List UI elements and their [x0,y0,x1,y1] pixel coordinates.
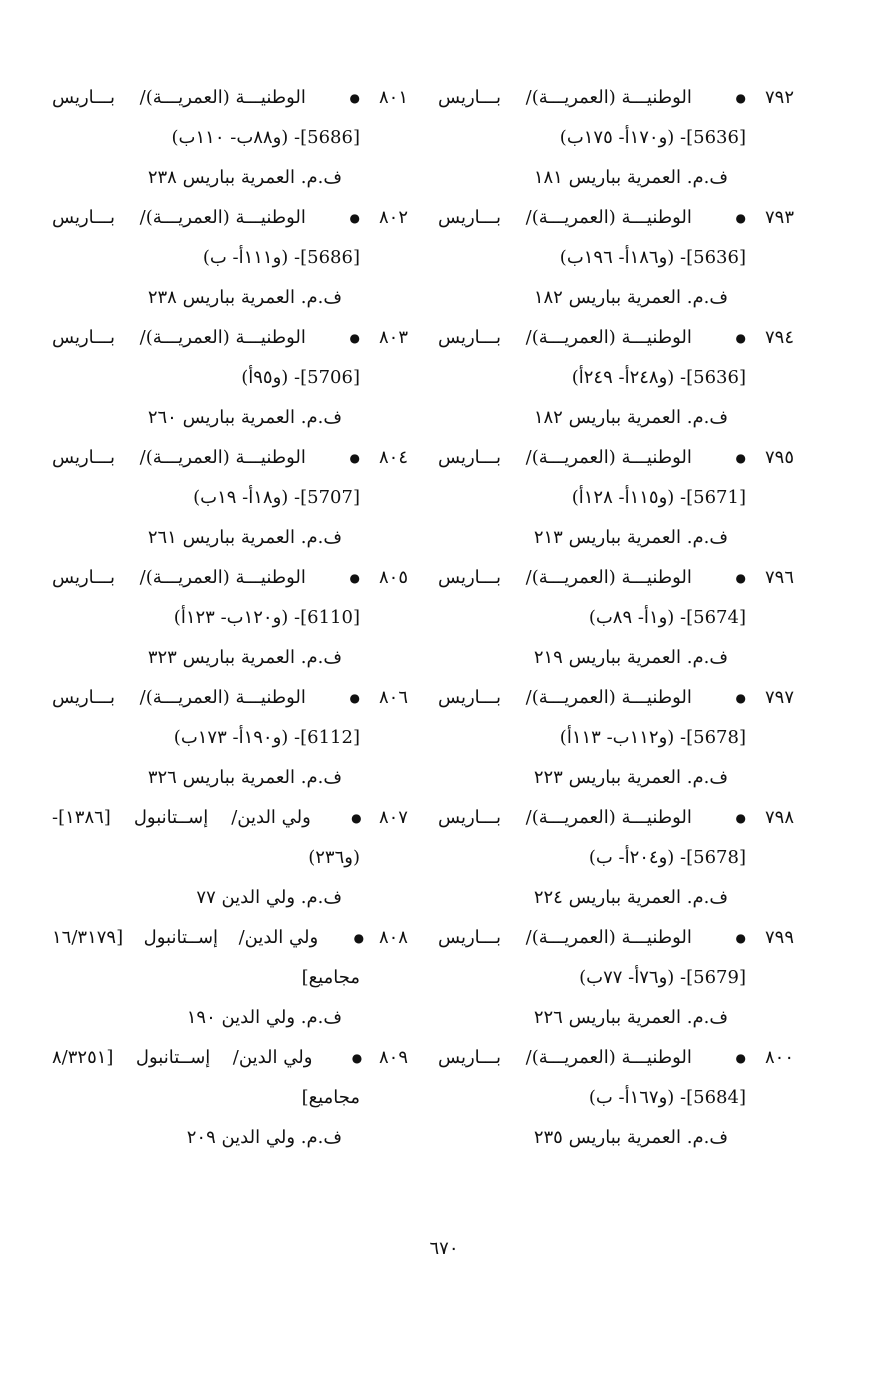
entry-catalog-reference: ف.م. العمرية بباريس ٢٢٤ [533,887,728,908]
entry-catalog-reference: ف.م. العمرية بباريس ٢٦٠ [147,407,342,428]
entry-location: الوطنيـــة (العمريـــة)/ بـــاريس [438,807,692,828]
entry-location: الوطنيـــة (العمريـــة)/ بـــاريس [438,447,692,468]
entry-shelfmark: [5684]- (و١٦٧أ- ب) [588,1087,746,1108]
bullet-icon: ● [716,571,765,585]
catalog-entry [52,438,408,558]
catalog-entry [52,318,408,438]
entry-location: الوطنيـــة (العمريـــة)/ بـــاريس [52,447,306,468]
bullet-icon: ● [716,931,765,945]
entry-shelfmark: [5706]- (و٩٥أ) [241,367,360,388]
entry-number: ٨٠١ [378,87,408,108]
entry-catalog-reference: ف.م. العمرية بباريس ٣٢٦ [147,767,342,788]
entry-catalog-reference: ف.م. العمرية بباريس ٢١٣ [533,527,728,548]
catalog-entry [438,798,794,918]
bullet-icon: ● [716,1051,765,1065]
catalog-entry [438,918,794,1038]
entry-heading [438,78,794,118]
entry-number: ٨٠٨ [378,927,408,948]
entry-catalog-reference: ف.م. العمرية بباريس ٢٦١ [147,527,342,548]
bullet-icon: ● [330,451,379,465]
entry-location: الوطنيـــة (العمريـــة)/ بـــاريس [52,207,306,228]
catalog-entry [438,78,794,198]
entry-location: الوطنيـــة (العمريـــة)/ بـــاريس [52,87,306,108]
catalog-entry [52,798,408,918]
entry-number: ٧٩٤ [764,327,794,348]
catalog-entry [438,678,794,798]
entry-number: ٨٠٩ [378,1047,408,1068]
bullet-icon: ● [716,811,765,825]
entry-location: ولي الدين/ إســتانبول [١٦/٣١٧٩ [52,927,319,948]
entry-number: ٧٩٧ [764,687,794,708]
entry-location: الوطنيـــة (العمريـــة)/ بـــاريس [52,327,306,348]
entry-location: الوطنيـــة (العمريـــة)/ بـــاريس [438,567,692,588]
entry-heading [438,318,794,358]
bullet-icon: ● [330,331,379,345]
entry-shelfmark: [5707]- (و١٨أ- ١٩ب) [193,487,360,508]
entry-location: الوطنيـــة (العمريـــة)/ بـــاريس [438,327,692,348]
entry-location: الوطنيـــة (العمريـــة)/ بـــاريس [52,567,306,588]
bullet-icon: ● [716,691,765,705]
entry-heading [438,678,794,718]
entry-heading [52,438,408,478]
entry-catalog-reference: ف.م. العمرية بباريس ٢٣٨ [147,287,342,308]
entry-shelfmark: [5678]- (و٢٠٤أ- ب) [588,847,746,868]
entry-catalog-reference: ف.م. العمرية بباريس ٢٣٨ [147,167,342,188]
entry-number: ٨٠٢ [378,207,408,228]
entry-heading [438,198,794,238]
entry-heading [438,438,794,478]
entry-catalog-reference: ف.م. ولي الدين ١٩٠ [186,1007,342,1028]
entry-shelfmark: [5671]- (و١١٥أ- ١٢٨أ) [571,487,746,508]
bullet-icon: ● [716,91,765,105]
entry-shelfmark: [5679]- (و٧٦أ- ٧٧ب) [579,967,746,988]
entry-shelfmark: [5678]- (و١١٢ب- ١١٣أ) [559,727,746,748]
entry-shelfmark: [5636]- (و٢٤٨أ- ٢٤٩أ) [571,367,746,388]
entry-heading [52,678,408,718]
entry-location: الوطنيـــة (العمريـــة)/ بـــاريس [438,1047,692,1068]
entry-location: الوطنيـــة (العمريـــة)/ بـــاريس [52,687,306,708]
bullet-icon: ● [334,1051,379,1065]
entry-number: ٧٩٢ [764,87,794,108]
entry-number: ٨٠٠ [764,1047,794,1068]
entry-shelfmark: (و٢٣٦) [308,847,360,868]
entry-shelfmark: [5686]- (و٨٨ب- ١١٠ب) [171,127,360,148]
bullet-icon: ● [330,571,379,585]
entry-heading [438,798,794,838]
entry-shelfmark: [6112]- (و١٩٠أ- ١٧٣ب) [173,727,360,748]
bullet-icon: ● [330,211,379,225]
bullet-icon: ● [716,451,765,465]
entry-heading [52,558,408,598]
entry-catalog-reference: ف.م. العمرية بباريس ٢٣٥ [533,1127,728,1148]
catalog-entry [52,918,408,1038]
entry-shelfmark: مجاميع] [301,1087,360,1108]
entry-catalog-reference: ف.م. العمرية بباريس ٣٢٣ [147,647,342,668]
entry-heading [438,918,794,958]
catalog-entry [52,678,408,798]
entry-location: ولي الدين/ إســتانبول [٨/٣٢٥١ [52,1047,313,1068]
catalog-entry [438,558,794,678]
column-left [52,78,408,1158]
entry-number: ٧٩٩ [764,927,794,948]
entry-shelfmark: [5636]- (و١٧٠أ- ١٧٥ب) [559,127,746,148]
entry-location: الوطنيـــة (العمريـــة)/ بـــاريس [438,687,692,708]
bullet-icon: ● [716,331,765,345]
entry-catalog-reference: ف.م. العمرية بباريس ١٨٢ [533,287,728,308]
entry-heading [52,318,408,358]
entry-shelfmark: [5686]- (و١١١أ- ب) [202,247,360,268]
entry-shelfmark: [5636]- (و١٨٦أ- ١٩٦ب) [559,247,746,268]
entry-catalog-reference: ف.م. العمرية بباريس ٢٢٦ [533,1007,728,1028]
bullet-icon: ● [338,931,379,945]
entry-location: الوطنيـــة (العمريـــة)/ بـــاريس [438,87,692,108]
entry-heading [52,78,408,118]
bullet-icon: ● [333,811,379,825]
entry-heading [438,1038,794,1078]
entry-number: ٨٠٧ [378,807,408,828]
catalog-entry [438,438,794,558]
entry-number: ٧٩٦ [764,567,794,588]
entry-heading [52,918,408,958]
page-number: ٦٧٠ [429,1238,459,1259]
entry-location: ولي الدين/ إســتانبول [١٣٨٦]- [52,807,311,828]
entry-catalog-reference: ف.م. العمرية بباريس ١٨١ [533,167,728,188]
bullet-icon: ● [330,91,379,105]
entry-heading [438,558,794,598]
entry-shelfmark: [5674]- (و١أ- ٨٩ب) [588,607,746,628]
catalog-entry [438,318,794,438]
entry-number: ٧٩٨ [764,807,794,828]
entry-number: ٨٠٦ [378,687,408,708]
entry-heading [52,198,408,238]
entry-number: ٧٩٣ [764,207,794,228]
entry-catalog-reference: ف.م. ولي الدين ٧٧ [196,887,342,908]
catalog-entry [52,1038,408,1158]
entry-number: ٨٠٣ [378,327,408,348]
entry-catalog-reference: ف.م. العمرية بباريس ١٨٢ [533,407,728,428]
bullet-icon: ● [330,691,379,705]
entry-heading [52,1038,408,1078]
entry-shelfmark: مجاميع] [301,967,360,988]
entry-location: الوطنيـــة (العمريـــة)/ بـــاريس [438,927,692,948]
catalog-entry [52,78,408,198]
entry-number: ٧٩٥ [764,447,794,468]
entry-catalog-reference: ف.م. ولي الدين ٢٠٩ [186,1127,342,1148]
catalog-entry [438,1038,794,1158]
entry-number: ٨٠٥ [378,567,408,588]
catalog-entry [52,198,408,318]
entry-number: ٨٠٤ [378,447,408,468]
entry-catalog-reference: ف.م. العمرية بباريس ٢١٩ [533,647,728,668]
catalog-entry [52,558,408,678]
bullet-icon: ● [716,211,765,225]
column-right [438,78,794,1158]
entry-shelfmark: [6110]- (و١٢٠ب- ١٢٣أ) [173,607,360,628]
catalog-entry [438,198,794,318]
entry-heading [52,798,408,838]
entry-catalog-reference: ف.م. العمرية بباريس ٢٢٣ [533,767,728,788]
entry-location: الوطنيـــة (العمريـــة)/ بـــاريس [438,207,692,228]
